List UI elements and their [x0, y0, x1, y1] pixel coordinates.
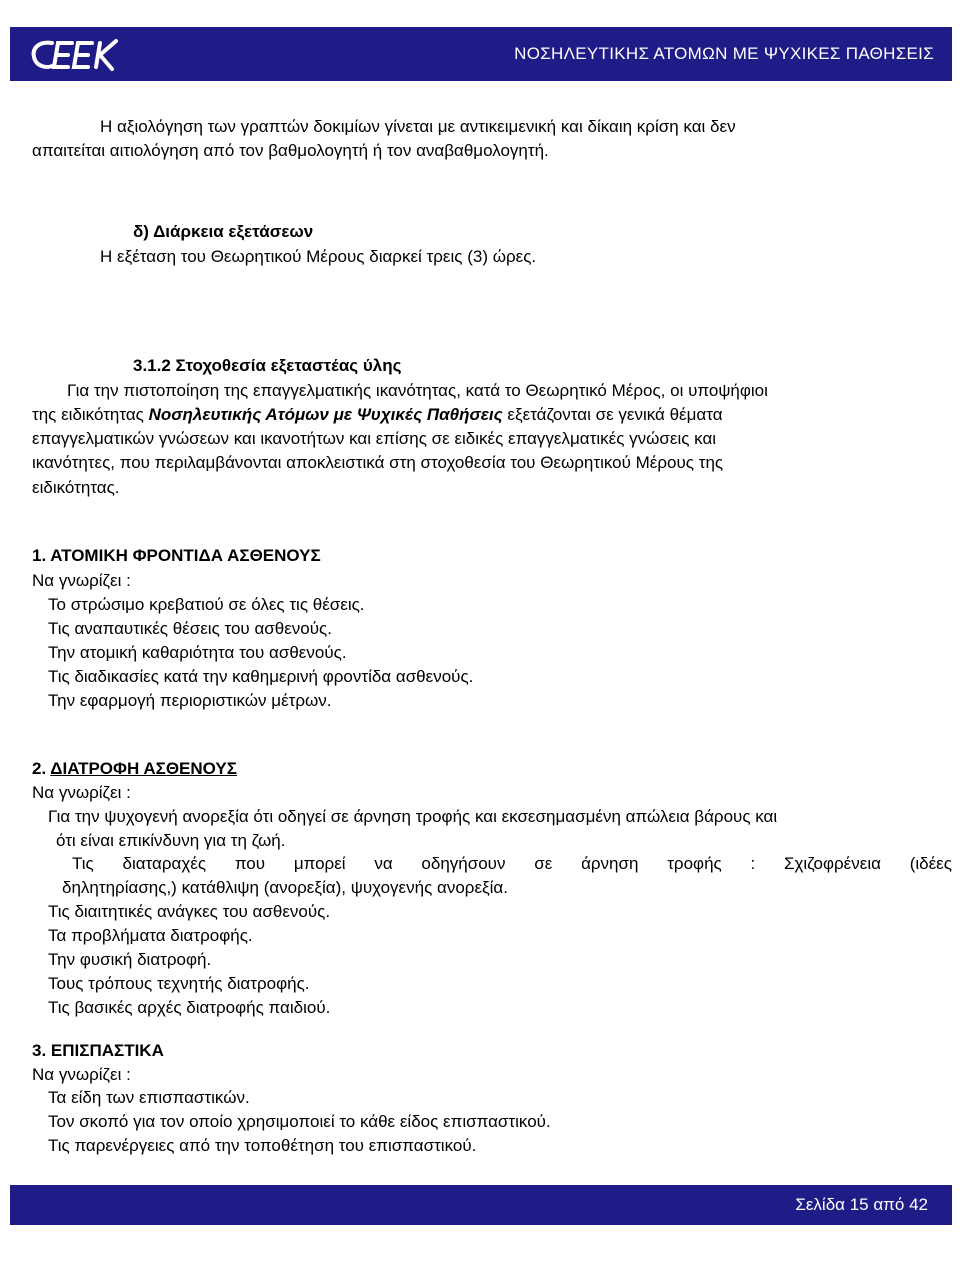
specialty-name: Νοσηλευτικής Ατόμων με Ψυχικές Παθήσεις — [148, 405, 503, 424]
word: οδηγήσουν — [421, 854, 506, 873]
topic-2-item-2-line-1 — [72, 853, 952, 875]
section-para-line-1: Για την πιστοποίηση της επαγγελματικής ικανότητας, κατά το Θεωρητικό Μέρος, οι υποψήφιοι — [67, 381, 768, 400]
intro-line-2: απαιτείται αιτιολόγηση από τον βαθμολογητή ή τον αναβαθμολογητή. — [32, 141, 549, 160]
topic-2-item: Τα προβλήματα διατροφής. — [48, 926, 253, 945]
duration-heading: δ) Διάρκεια εξετάσεων — [133, 222, 314, 241]
topic-2-item: Τους τρόπους τεχνητής διατροφής. — [48, 974, 310, 993]
topic-2-item: Τις διαιτητικές ανάγκες του ασθενούς. — [48, 902, 331, 921]
topic-2-item: Τις βασικές αρχές διατροφής παιδιού. — [48, 998, 331, 1017]
topic-2-heading — [32, 758, 237, 780]
topic-3-heading: 3. ΕΠΙΣΠΑΣΤΙΚΑ — [32, 1041, 164, 1060]
ceek-logo-icon — [28, 35, 124, 75]
word: μπορεί — [293, 854, 346, 873]
word: που — [234, 854, 266, 873]
topic-2-intro: Να γνωρίζει : — [32, 783, 131, 802]
word: Τις — [72, 854, 94, 873]
section-para-line-5: ειδικότητας. — [32, 478, 120, 497]
word: (ιδέες — [909, 854, 952, 873]
topic-2-item-1-line-1: Για την ψυχογενή ανορεξία ότι οδηγεί σε άρνηση τροφής και εκσεσημασμένη απώλεια βάρους και — [48, 807, 778, 826]
topic-1-item: Τις αναπαυτικές θέσεις του ασθενούς. — [48, 619, 332, 638]
word: διαταραχές — [122, 854, 207, 873]
word: άρνηση — [581, 854, 639, 873]
word: να — [374, 854, 393, 873]
topic-2-item-1-line-2: ότι είναι επικίνδυνη για τη ζωή. — [56, 831, 286, 850]
para-line-2-end: εξετάζονται σε γενικά θέματα — [502, 405, 723, 424]
section-para-line-2 — [32, 404, 723, 426]
para-line-2-start: της ειδικότητας — [32, 405, 149, 424]
topic-1-item: Την εφαρμογή περιοριστικών μέτρων. — [48, 691, 332, 710]
topic-1-item: Την ατομική καθαριότητα του ασθενούς. — [48, 643, 347, 662]
topic-2-number: 2. — [32, 759, 51, 778]
topic-2-item: Την φυσική διατροφή. — [48, 950, 212, 969]
document-header-title: ΝΟΣΗΛΕΥΤΙΚΗΣ ΑΤΟΜΩΝ ΜΕ ΨΥΧΙΚΕΣ ΠΑΘΗΣΕΙΣ — [514, 44, 934, 63]
topic-1-intro: Να γνωρίζει : — [32, 571, 131, 590]
section-para-line-4: ικανότητες, που περιλαμβάνονται αποκλειστικά στη στοχοθεσία του Θεωρητικού Μέρους της — [32, 453, 724, 472]
topic-3-item: Τα είδη των επισπαστικών. — [48, 1088, 250, 1107]
intro-line-1: Η αξιολόγηση των γραπτών δοκιμίων γίνεται με αντικειμενική και δίκαιη κρίση και δεν — [100, 117, 736, 136]
footer-bar — [10, 1185, 952, 1225]
section-para-line-3: επαγγελματικών γνώσεων και ικανοτήτων και επίσης σε ειδικές επαγγελματικές γνώσεις και — [32, 429, 717, 448]
topic-1-heading: 1. ΑΤΟΜΙΚΗ ΦΡΟΝΤΙΔΑ ΑΣΘΕΝΟΥΣ — [32, 546, 321, 565]
section-heading: 3.1.2 Στοχοθεσία εξεταστέας ύλης — [133, 356, 402, 375]
topic-1-item: Το στρώσιμο κρεβατιού σε όλες τις θέσεις. — [48, 595, 365, 614]
word: Σχιζοφρένεια — [783, 854, 881, 873]
word: τροφής — [667, 854, 722, 873]
word: σε — [534, 854, 553, 873]
topic-3-item: Τις παρενέργειες από την τοποθέτηση του επισπαστικού. — [48, 1136, 477, 1155]
word: : — [750, 854, 756, 873]
topic-2-title: ΔΙΑΤΡΟΦΗ ΑΣΘΕΝΟΥΣ — [50, 759, 237, 778]
topic-1-item: Τις διαδικασίες κατά την καθημερινή φροντίδα ασθενούς. — [48, 667, 474, 686]
duration-text: Η εξέταση του Θεωρητικού Μέρους διαρκεί τρεις (3) ώρες. — [100, 247, 537, 266]
topic-2-item-2-line-2: δηλητηρίασης,) κατάθλιψη (ανορεξία), ψυχογενής ανορεξία. — [62, 878, 508, 897]
topic-3-intro: Να γνωρίζει : — [32, 1065, 131, 1084]
page-number: Σελίδα 15 από 42 — [795, 1195, 928, 1214]
topic-3-item: Τον σκοπό για τον οποίο χρησιμοποιεί το κάθε είδος επισπαστικού. — [48, 1112, 551, 1131]
header-bar — [10, 27, 952, 81]
